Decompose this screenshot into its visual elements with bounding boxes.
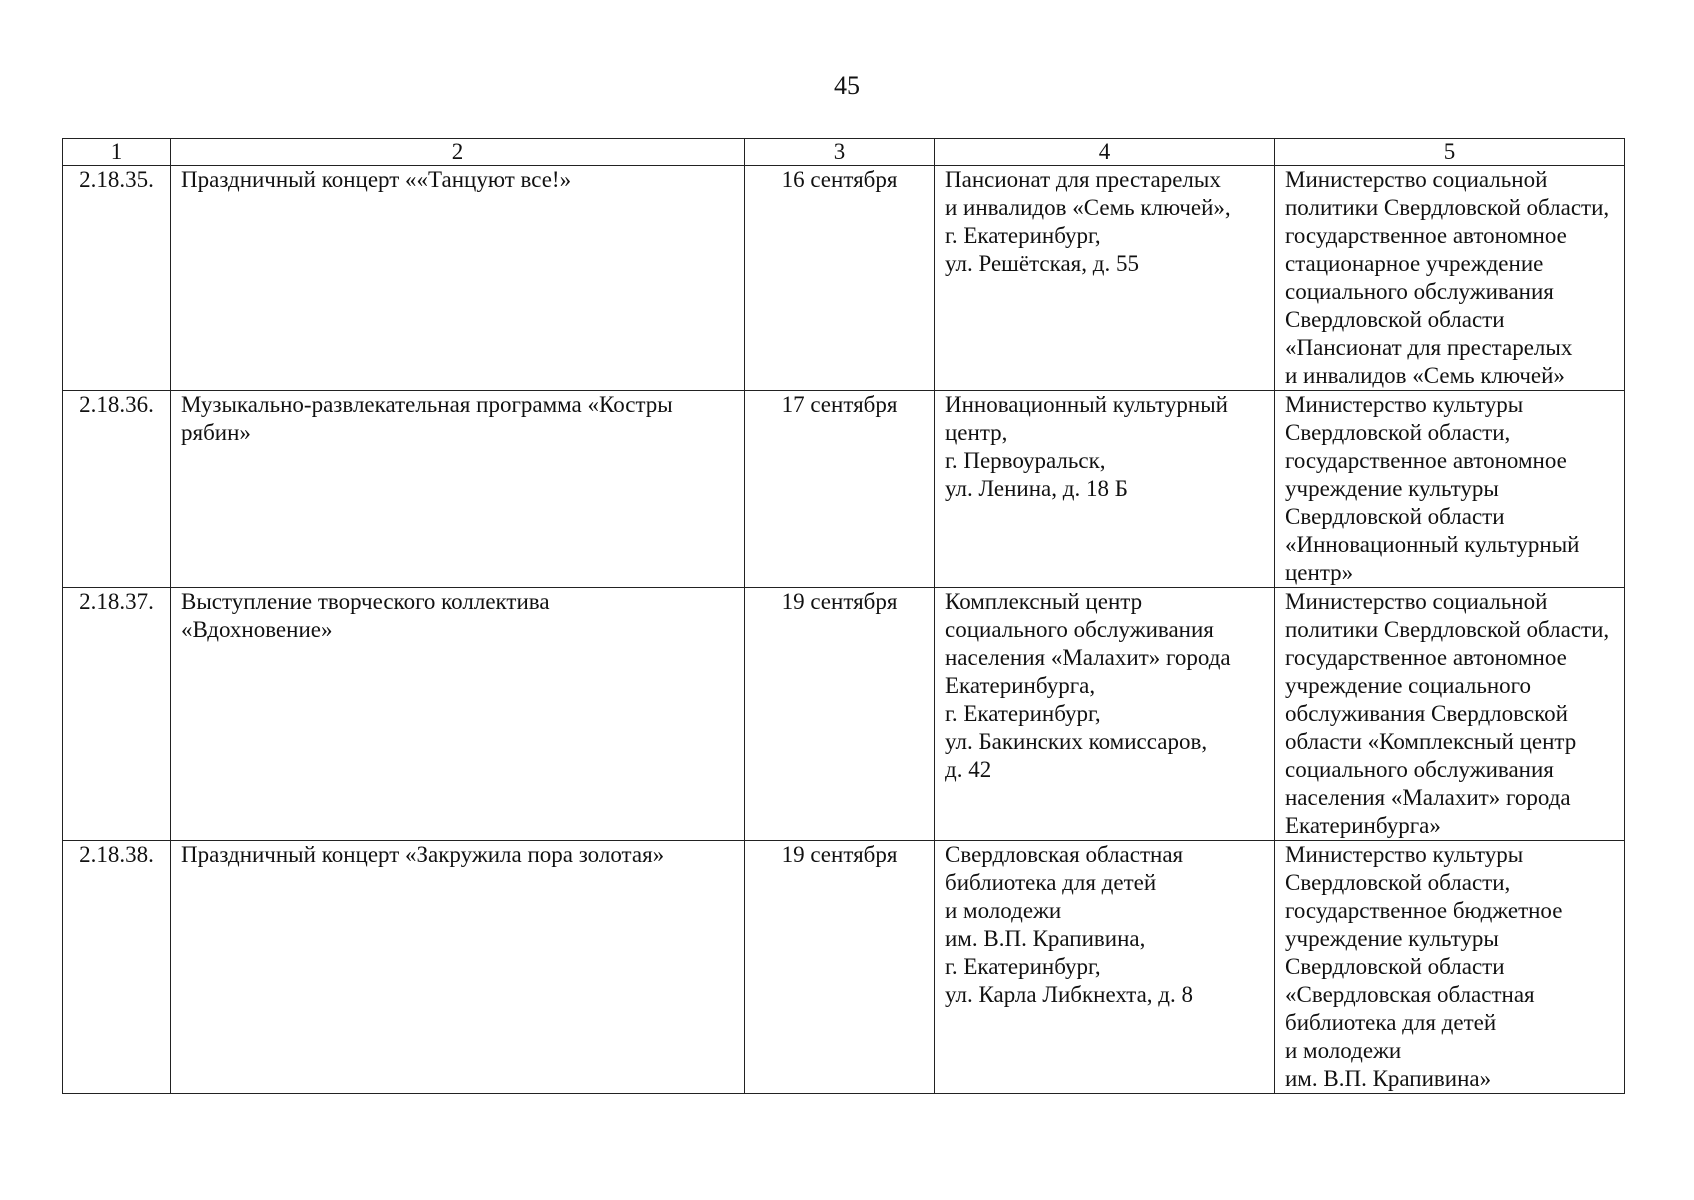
table-row — [63, 391, 1625, 588]
event-date: 19 сентября — [745, 841, 935, 1094]
event-date: 17 сентября — [745, 391, 935, 588]
table-row — [63, 588, 1625, 841]
event-organizer: Министерство культуры Свердловской области, государственное автономное учреждение культуры Свердловской области «Инновационный культурный центр» — [1275, 391, 1625, 588]
table-row — [63, 166, 1625, 391]
header-col-1: 1 — [63, 139, 171, 166]
event-venue: Инновационный культурный центр, г. Первоуральск, ул. Ленина, д. 18 Б — [935, 391, 1275, 588]
event-title: Праздничный концерт «Закружила пора золотая» — [171, 841, 745, 1094]
event-organizer: Министерство культуры Свердловской области, государственное бюджетное учреждение культуры Свердловской области «Свердловская областная библиотека для детей и молодежи им. В.П. Крапивина» — [1275, 841, 1625, 1094]
event-venue: Комплексный центр социального обслуживания населения «Малахит» города Екатеринбурга, г. Екатеринбург, ул. Бакинских комиссаров, д. 42 — [935, 588, 1275, 841]
item-number: 2.18.38. — [63, 841, 171, 1094]
event-organizer: Министерство социальной политики Свердловской области, государственное автономное учреждение социального обслуживания Свердловской области «Комплексный центр социального обслуживания населения «Малахит» города Екатеринбурга» — [1275, 588, 1625, 841]
event-organizer: Министерство социальной политики Свердловской области, государственное автономное стационарное учреждение социального обслуживания Свердловской области «Пансионат для престарелых и инвалидов «Семь ключей» — [1275, 166, 1625, 391]
event-date: 19 сентября — [745, 588, 935, 841]
event-title: Выступление творческого коллектива «Вдохновение» — [171, 588, 745, 841]
event-title: Музыкально-развлекательная программа «Костры рябин» — [171, 391, 745, 588]
item-number: 2.18.37. — [63, 588, 171, 841]
header-col-3: 3 — [745, 139, 935, 166]
events-table — [62, 138, 1625, 1094]
header-col-4: 4 — [935, 139, 1275, 166]
header-row — [63, 139, 1625, 166]
table-row — [63, 841, 1625, 1094]
event-title: Праздничный концерт ««Танцуют все!» — [171, 166, 745, 391]
header-col-2: 2 — [171, 139, 745, 166]
item-number: 2.18.36. — [63, 391, 171, 588]
event-venue: Свердловская областная библиотека для детей и молодежи им. В.П. Крапивина, г. Екатеринбург, ул. Карла Либкнехта, д. 8 — [935, 841, 1275, 1094]
item-number: 2.18.35. — [63, 166, 171, 391]
header-col-5: 5 — [1275, 139, 1625, 166]
event-date: 16 сентября — [745, 166, 935, 391]
event-venue: Пансионат для престарелых и инвалидов «Семь ключей», г. Екатеринбург, ул. Решётская, д. 55 — [935, 166, 1275, 391]
page-number: 45 — [834, 71, 860, 100]
